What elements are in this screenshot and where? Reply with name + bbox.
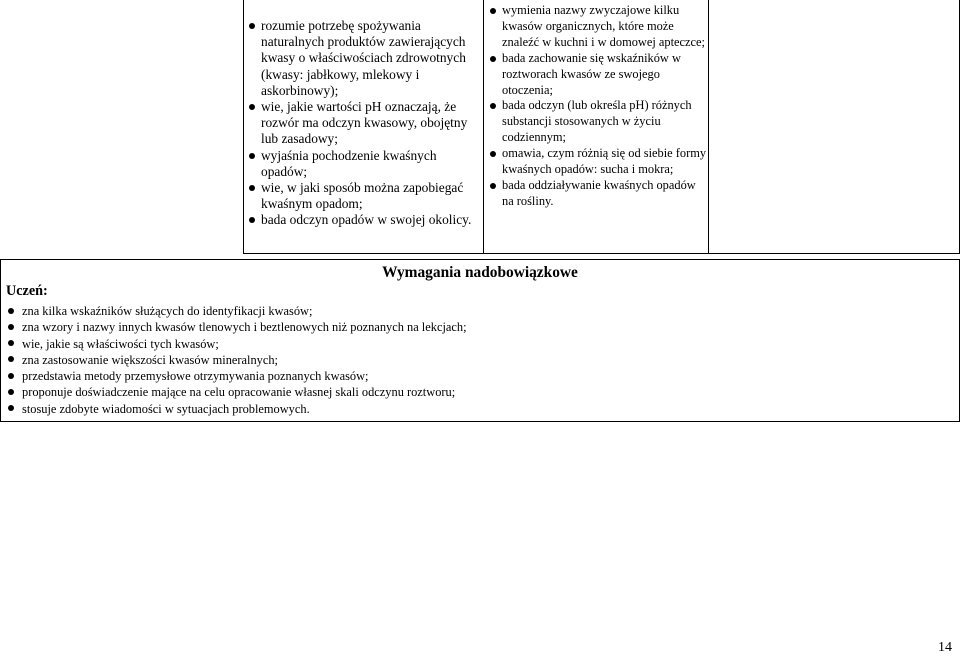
list-item: bada oddziaływanie kwaśnych opadów na rośliny. bbox=[484, 178, 709, 210]
page-number: 14 bbox=[938, 640, 952, 655]
list-item: wie, w jaki sposób można zapobiegać kwaśnym opadom; bbox=[244, 180, 484, 212]
list-item: wie, jakie są właściwości tych kwasów; bbox=[1, 336, 951, 352]
list-item: wie, jakie wartości pH oznaczają, że rozwór ma odczyn kwasowy, obojętny lub zasadowy; bbox=[244, 99, 484, 148]
list-item: bada odczyn (lub określa pH) różnych substancji stosowanych w życiu codziennym; bbox=[484, 98, 709, 146]
left-column-list bbox=[244, 18, 484, 229]
list-item: przedstawia metody przemysłowe otrzymywania poznanych kwasów; bbox=[1, 368, 951, 384]
section-title: Wymagania nadobowiązkowe bbox=[382, 264, 578, 281]
left-column-cell bbox=[244, 0, 484, 253]
list-item: zna wzory i nazwy innych kwasów tlenowych i beztlenowych niż poznanych na lekcjach; bbox=[1, 319, 951, 335]
list-item: bada zachowanie się wskaźników w roztworach kwasów ze swojego otoczenia; bbox=[484, 51, 709, 99]
list-item: zna kilka wskaźników służących do identyfikacji kwasów; bbox=[1, 303, 951, 319]
list-item: wyjaśnia pochodzenie kwaśnych opadów; bbox=[244, 148, 484, 180]
list-item: omawia, czym różnią się od siebie formy kwaśnych opadów: sucha i mokra; bbox=[484, 146, 709, 178]
list-item: rozumie potrzebę spożywania naturalnych produktów zawierających kwasy o właściwościach zdrowotnych (kwasy: jabłkowy, mlekowy i askorbinowy); bbox=[244, 18, 484, 99]
requirements-list bbox=[1, 303, 951, 417]
middle-column-list bbox=[484, 3, 709, 210]
list-item: bada odczyn opadów w swojej okolicy. bbox=[244, 212, 484, 228]
list-item: proponuje doświadczenie mające na celu opracowanie własnej skali odczynu roztworu; bbox=[1, 384, 951, 400]
list-item: wymienia nazwy zwyczajowe kilku kwasów organicznych, które może znaleźć w kuchni i w domowej apteczce; bbox=[484, 3, 709, 51]
middle-column-cell bbox=[484, 0, 709, 253]
list-item: zna zastosowanie większości kwasów mineralnych; bbox=[1, 352, 951, 368]
top-table bbox=[243, 0, 960, 254]
student-label: Uczeń: bbox=[6, 283, 48, 299]
list-item: stosuje zdobyte wiadomości w sytuacjach problemowych. bbox=[1, 401, 951, 417]
right-column-cell bbox=[709, 0, 959, 253]
requirements-section bbox=[0, 259, 960, 422]
